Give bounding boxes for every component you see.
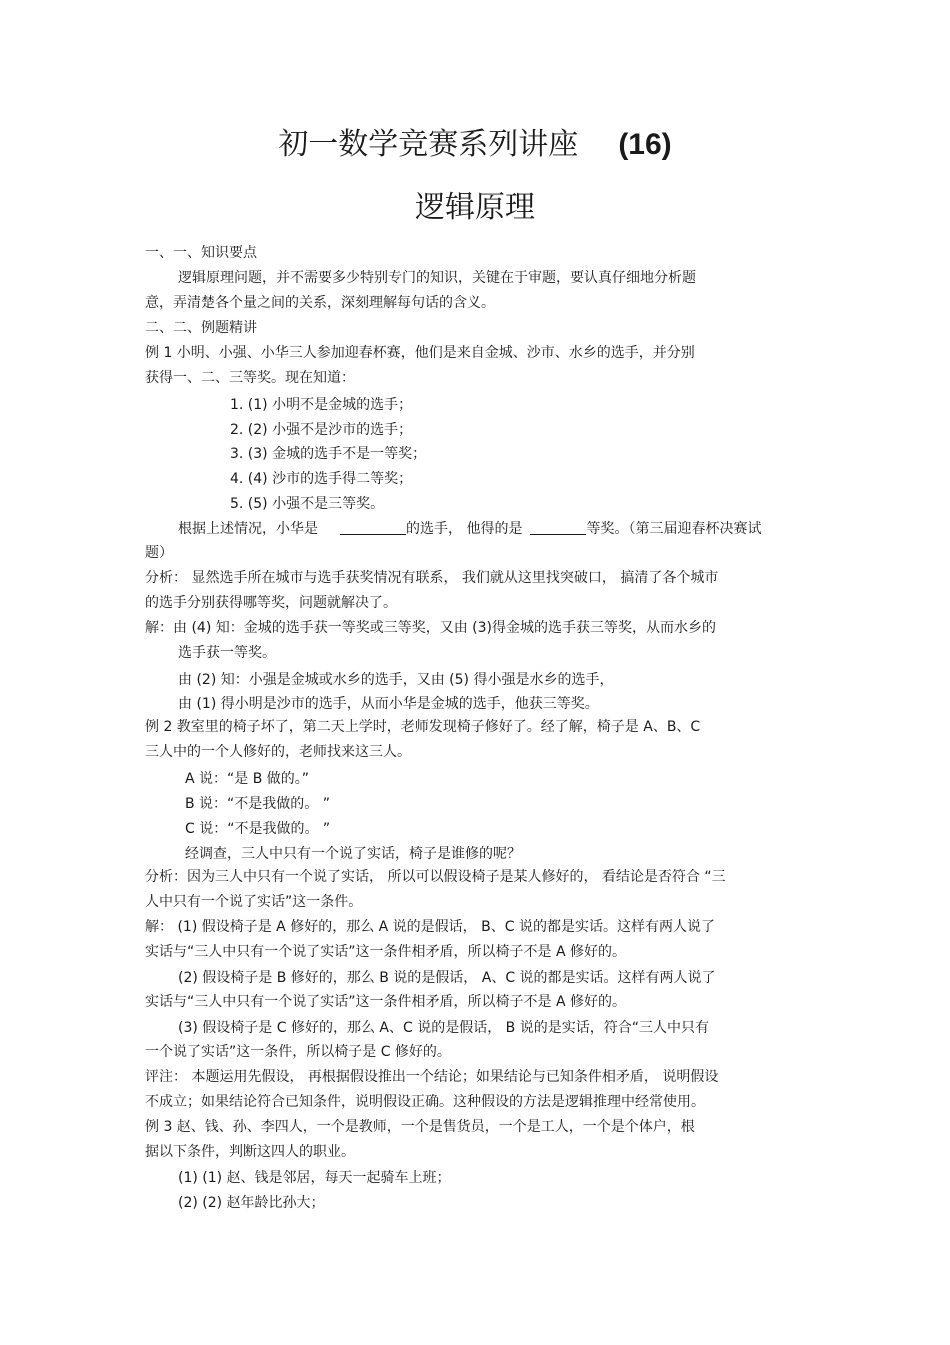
condition-item: (2) (2) 赵年龄比孙大； [178, 1195, 325, 1211]
paragraph-line: 选手获一等奖。 [178, 645, 276, 661]
paragraph-line: (2) 假设椅子是 B 修好的，那么 B 说的是假话， A、C 说的都是实话。这样有两人说了 [178, 970, 716, 986]
paragraph-line: 不成立；如果结论符合已知条件，说明假设正确。这种假设的方法是逻辑推理中经常使用。 [145, 1094, 705, 1110]
question-text: 根据上述情况，小华是 [178, 521, 318, 537]
paragraph-line: 题） [145, 545, 173, 561]
example-line: 例 2 教室里的椅子坏了，第二天上学时，老师发现椅子修好了。经了解，椅子是 A、B、C [145, 719, 701, 735]
solution-line: 解：由 (4) 知：金城的选手获一等奖或三等奖，又由 (3)得金城的选手获三等奖，从而水乡的 [145, 620, 717, 636]
answer-blank[interactable] [530, 520, 586, 535]
paragraph-line: 实话与“三人中只有一个说了实话”这一条件相矛盾，所以椅子不是 A 修好的。 [145, 994, 626, 1010]
paragraph-line: 据以下条件，判断这四人的职业。 [145, 1144, 355, 1160]
comment-line: 评注： 本题运用先假设， 再根据假设推出一个结论；如果结论与已知条件相矛盾， 说明假设 [145, 1069, 719, 1085]
statement-line: C 说：“不是我做的。 ” [185, 821, 331, 837]
question-line [178, 519, 761, 539]
condition-item: 4. (4) 沙市的选手得二等奖； [230, 471, 413, 487]
paragraph-line: 获得一、二、三等奖。现在知道： [145, 370, 355, 386]
paragraph-line: 实话与“三人中只有一个说了实话”这一条件相矛盾，所以椅子不是 A 修好的。 [145, 944, 626, 960]
page-title: 初一数学竞赛系列讲座 (16) [278, 127, 672, 162]
answer-blank[interactable] [340, 520, 406, 535]
question-text: 等奖。（第三届迎春杯决赛试 [586, 521, 762, 537]
section-heading: 一、一、知识要点 [145, 245, 257, 261]
paragraph-line: 一个说了实话”这一条件，所以椅子是 C 修好的。 [145, 1044, 451, 1060]
section-heading: 二、二、例题精讲 [145, 320, 257, 336]
paragraph-line: 三人中的一个人修好的，老师找来这三人。 [145, 744, 411, 760]
paragraph-line: 逻辑原理问题，并不需要多少特别专门的知识，关键在于审题，要认真仔细地分析题 [178, 270, 696, 286]
condition-item: (1) (1) 赵、钱是邻居，每天一起骑车上班； [178, 1170, 451, 1186]
paragraph-line: 意，弄清楚各个量之间的关系，深刻理解每句话的含义。 [145, 295, 495, 311]
paragraph-line: 由 (1) 得小明是沙市的选手，从而小华是金城的选手，他获三等奖。 [178, 696, 599, 712]
example-line: 例 1 小明、小强、小华三人参加迎春杯赛，他们是来自金城、沙市、水乡的选手，并分别 [145, 345, 695, 361]
paragraph-line: 经调查，三人中只有一个说了实话，椅子是谁修的呢？ [185, 846, 521, 862]
condition-item: 3. (3) 金城的选手不是一等奖； [230, 446, 427, 462]
paragraph-line: 由 (2) 知：小强是金城或水乡的选手，又由 (5) 得小强是水乡的选手， [178, 672, 614, 688]
title-number: (16) [618, 128, 672, 161]
solution-line: 解： (1) 假设椅子是 A 修好的，那么 A 说的是假话， B、C 说的都是实话。这样有两人说了 [145, 919, 715, 935]
paragraph-line: 的选手分别获得哪等奖，问题就解决了。 [145, 595, 397, 611]
condition-item: 5. (5) 小强不是三等奖。 [230, 496, 385, 512]
condition-item: 1. (1) 小明不是金城的选手； [230, 397, 413, 413]
paragraph-line: 人中只有一个说了实话”这一条件。 [145, 894, 363, 910]
example-line: 例 3 赵、钱、孙、李四人，一个是教师，一个是售货员，一个是工人，一个是个体户，根 [145, 1119, 695, 1135]
analysis-line: 分析：因为三人中只有一个说了实话， 所以可以假设椅子是某人修好的， 看结论是否符合 “三 [145, 869, 726, 885]
analysis-line: 分析： 显然选手所在城市与选手获奖情况有联系， 我们就从这里找突破口， 搞清了各个城市 [145, 570, 719, 586]
page-subtitle: 逻辑原理 [415, 190, 535, 225]
condition-item: 2. (2) 小强不是沙市的选手； [230, 422, 413, 438]
question-text: 的选手， 他得的是 [406, 521, 523, 537]
statement-line: B 说：“不是我做的。 ” [185, 796, 331, 812]
statement-line: A 说：“是 B 做的。” [185, 771, 310, 787]
paragraph-line: (3) 假设椅子是 C 修好的，那么 A、C 说的是假话， B 说的是实话，符合“三人中只有 [178, 1020, 709, 1036]
